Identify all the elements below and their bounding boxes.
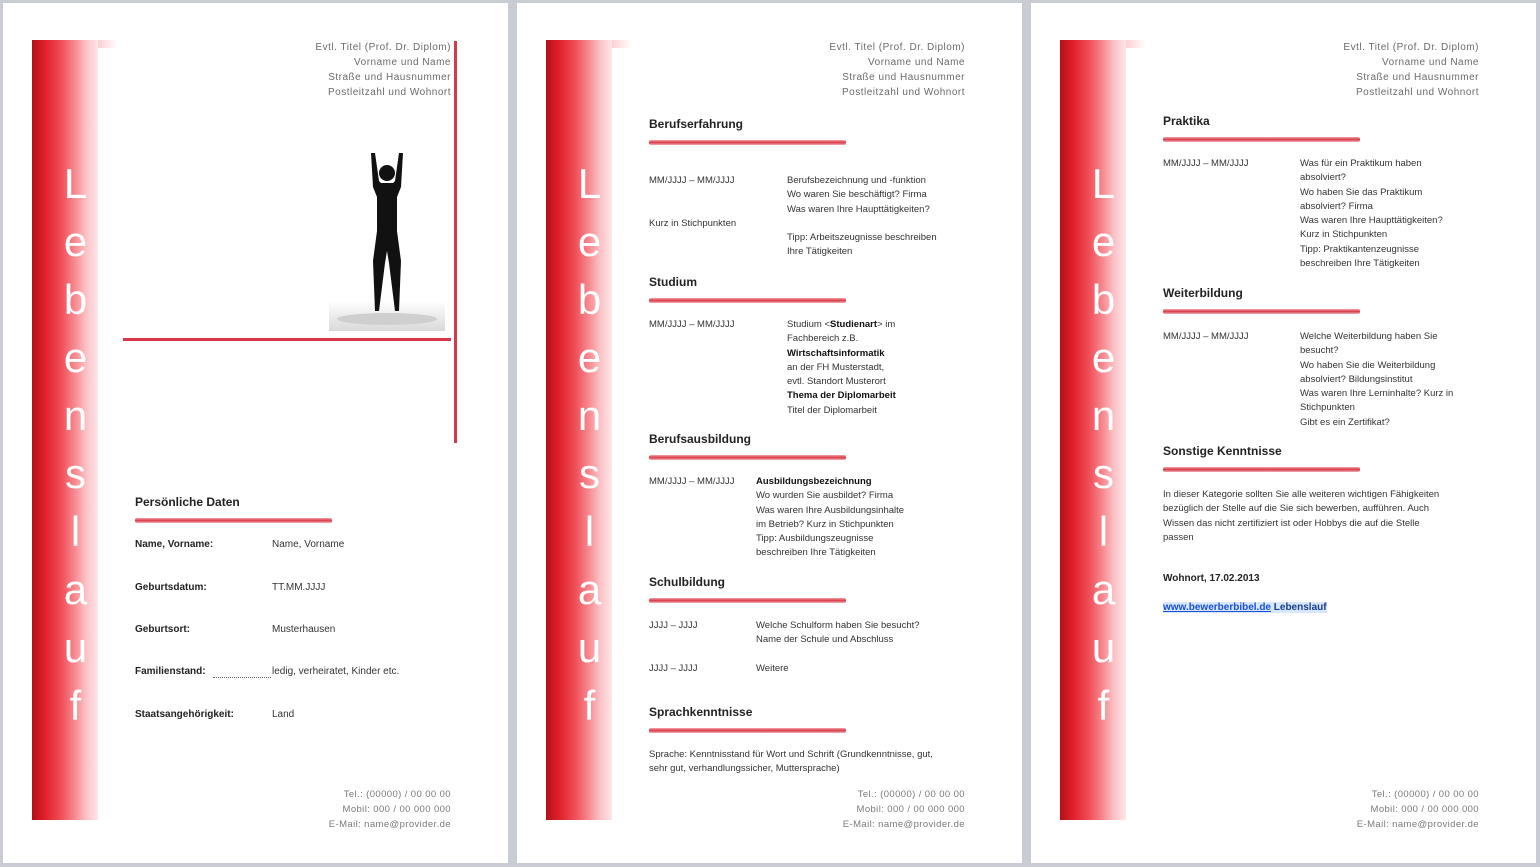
vertical-title-letter: u (577, 624, 602, 671)
other-skills-details (1163, 488, 1439, 545)
studies-line: evtl. Standort Musterort (787, 376, 886, 388)
vertical-title-letter: f (69, 682, 82, 729)
vocational-line: im Betrieb? Kurz in Stichpunkten (756, 518, 894, 530)
label-name: Name, Vorname: (135, 539, 214, 550)
training-line: Stichpunkten (1300, 402, 1355, 414)
languages-line: sehr gut, verhandlungssicher, Muttersprache) (649, 763, 840, 775)
vocational-line: Wo wurden Sie ausbildet? Firma (756, 490, 894, 502)
footer-tel: Tel.: (00000) / 00 00 00 (857, 789, 965, 800)
section-title-training: Weiterbildung (1163, 286, 1243, 300)
footer-mobile: Mobil: 000 / 00 000 000 (342, 804, 451, 815)
vertical-title-letter: s (1093, 450, 1114, 497)
studies-details (787, 318, 896, 418)
vertical-title-letter: L (1091, 160, 1116, 207)
value-name: Name, Vorname (272, 539, 345, 550)
vertical-title-letter: f (583, 682, 596, 729)
header-name-line: Vorname und Name (868, 57, 965, 68)
vertical-title (1081, 155, 1126, 735)
vertical-title-letter: L (577, 160, 602, 207)
vertical-title-letter: b (63, 276, 88, 323)
other-skills-line: passen (1163, 531, 1194, 543)
page-career (517, 3, 1022, 863)
vertical-title-letter: e (1091, 218, 1116, 265)
tip-line: Ihre Tätigkeiten (787, 246, 853, 258)
header-address (315, 40, 451, 100)
footer-contact (329, 787, 451, 832)
label-birthdate: Geburtsdatum: (135, 582, 207, 593)
page-personal-data (3, 3, 508, 863)
place-date: Wohnort, 17.02.2013 (1163, 573, 1260, 584)
footer-tel: Tel.: (00000) / 00 00 00 (1371, 789, 1479, 800)
studies-subject: Wirtschaftsinformatik (787, 347, 885, 359)
band-fade (612, 40, 632, 48)
footer-mobile: Mobil: 000 / 00 000 000 (1370, 804, 1479, 815)
other-skills-line: Wissen das nicht zertifiziert ist oder Hobbys die auf die Stelle (1163, 517, 1420, 529)
internships-line: Kurz in Stichpunkten (1300, 229, 1388, 241)
studies-line: Titel der Diplomarbeit (787, 404, 877, 416)
vocational-line: beschreiben Ihre Tätigkeiten (756, 547, 876, 559)
training-line: Was waren Ihre Lerninhalte? Kurz in (1300, 388, 1454, 400)
internships-line: absolviert? Firma (1300, 200, 1373, 212)
languages-line: Sprache: Kenntnisstand für Wort und Schrift (Grundkenntnisse, gut, (649, 749, 933, 760)
school-details-2: Weitere (756, 663, 789, 674)
vocational-head: Ausbildungsbezeichnung (756, 476, 872, 487)
vertical-title-letter: n (577, 392, 602, 439)
header-city-line: Postleitzahl und Wohnort (1356, 87, 1479, 98)
section-underline (1163, 309, 1360, 314)
source-line (1163, 602, 1327, 613)
band-fade (1126, 40, 1146, 48)
experience-details (787, 174, 930, 217)
header-city-line: Postleitzahl und Wohnort (842, 87, 965, 98)
studies-line: an der FH Musterstadt, (787, 361, 885, 373)
experience-line: Was waren Ihre Haupttätigkeiten? (787, 203, 930, 215)
dotted-leader (213, 677, 271, 678)
section-underline (1163, 137, 1360, 142)
vertical-title-letter: e (1091, 334, 1116, 381)
internships-line: Was für ein Praktikum haben (1300, 158, 1422, 169)
school-details-1 (756, 619, 920, 648)
vertical-title (567, 155, 612, 735)
vertical-title-letter: a (577, 566, 602, 613)
footer-email: E-Mail: name@provider.de (1356, 819, 1479, 830)
training-line: absolviert? Bildungsinstitut (1300, 373, 1413, 385)
other-skills-line: In dieser Kategorie sollten Sie alle weiteren wichtigen Fähigkeiten (1163, 489, 1440, 500)
section-title-internships: Praktika (1163, 114, 1210, 128)
experience-tip (787, 231, 937, 260)
vertical-title-letter: n (1091, 392, 1116, 439)
tip-line: Tipp: Arbeitszeugnisse beschreiben (787, 232, 937, 243)
person-silhouette-icon (329, 151, 445, 331)
vocational-line: Was waren Ihre Ausbildungsinhalte (756, 504, 905, 516)
section-title-personal: Persönliche Daten (135, 495, 240, 509)
section-title-experience: Berufserfahrung (649, 117, 744, 131)
experience-line: Wo waren Sie beschäftigt? Firma (787, 189, 927, 201)
header-street-line: Straße und Hausnummer (328, 72, 451, 83)
label-nationality: Staatsangehörigkeit: (135, 709, 234, 720)
experience-line: Berufsbezeichnung und -funktion (787, 175, 926, 186)
section-underline (649, 455, 846, 460)
internships-line: Wo haben Sie das Praktikum (1300, 186, 1423, 198)
footer-email: E-Mail: name@provider.de (328, 819, 451, 830)
languages-details (649, 748, 933, 777)
section-underline (649, 140, 846, 145)
section-title-languages: Sprachkenntnisse (649, 705, 753, 719)
section-title-vocational: Berufsausbildung (649, 432, 752, 446)
vocational-line: Tipp: Ausbildungszeugnisse (756, 533, 874, 545)
studies-date: MM/JJJJ – MM/JJJJ (649, 319, 735, 330)
page-further (1031, 3, 1536, 863)
header-street-line: Straße und Hausnummer (1356, 72, 1479, 83)
internships-line: absolviert? (1300, 172, 1346, 184)
vertical-title-letter: a (1091, 566, 1116, 613)
section-underline (649, 728, 846, 733)
studies-line: > im (877, 319, 896, 330)
internships-line: Tipp: Praktikantenzeugnisse (1300, 243, 1419, 255)
header-address (1343, 40, 1479, 100)
vertical-title-letter: l (70, 508, 81, 555)
vertical-title-letter: L (63, 160, 88, 207)
footer-tel: Tel.: (00000) / 00 00 00 (343, 789, 451, 800)
source-suffix: Lebenslauf (1271, 602, 1327, 613)
value-marital-status: ledig, verheiratet, Kinder etc. (272, 666, 400, 677)
internships-details (1300, 157, 1443, 271)
section-underline (649, 598, 846, 603)
vertical-title-letter: f (1097, 682, 1110, 729)
studies-thesis-label: Thema der Diplomarbeit (787, 390, 896, 402)
vertical-title-letter: a (63, 566, 88, 613)
school-line: Name der Schule und Abschluss (756, 634, 894, 646)
vertical-title-letter: e (63, 334, 88, 381)
vertical-title-letter: l (584, 508, 595, 555)
vertical-title-letter: u (63, 624, 88, 671)
training-line: Welche Weiterbildung haben Sie (1300, 331, 1438, 342)
other-skills-line: bezüglich der Stelle auf die Sie sich bewerben, aufführen. Auch (1163, 503, 1429, 515)
section-title-other-skills: Sonstige Kenntnisse (1163, 444, 1282, 458)
header-address (829, 40, 965, 100)
school-line: Welche Schulform haben Sie besucht? (756, 620, 920, 631)
section-title-school: Schulbildung (649, 575, 725, 589)
section-underline (1163, 467, 1360, 472)
experience-note: Kurz in Stichpunkten (649, 218, 737, 229)
label-birthplace: Geburtsort: (135, 624, 190, 635)
section-underline (649, 298, 846, 303)
studies-line: Fachbereich z.B. (787, 333, 859, 345)
band-fade (98, 40, 118, 48)
label-marital-status: Familienstand: (135, 666, 206, 677)
studies-line: Studium < (787, 319, 831, 330)
footer-email: E-Mail: name@provider.de (842, 819, 965, 830)
internships-date: MM/JJJJ – MM/JJJJ (1163, 158, 1249, 169)
vocational-date: MM/JJJJ – MM/JJJJ (649, 476, 735, 487)
header-title-line: Evtl. Titel (Prof. Dr. Diplom) (315, 42, 451, 53)
training-date: MM/JJJJ – MM/JJJJ (1163, 331, 1249, 342)
vertical-title-letter: n (63, 392, 88, 439)
internships-line: Was waren Ihre Haupttätigkeiten? (1300, 215, 1443, 227)
school-date-1: JJJJ – JJJJ (649, 620, 698, 631)
source-link[interactable]: www.bewerberbibel.de (1163, 602, 1271, 613)
value-birthplace: Musterhausen (272, 624, 336, 635)
header-name-line: Vorname und Name (1382, 57, 1479, 68)
vertical-rule (454, 41, 457, 443)
training-line: besucht? (1300, 345, 1339, 357)
vertical-title-letter: b (577, 276, 602, 323)
vertical-title-letter: e (577, 218, 602, 265)
vocational-details (756, 475, 904, 561)
internships-line: beschreiben Ihre Tätigkeiten (1300, 258, 1420, 270)
vertical-title-letter: b (1091, 276, 1116, 323)
vertical-title-letter: e (577, 334, 602, 381)
header-name-line: Vorname und Name (354, 57, 451, 68)
studies-type: Studienart (830, 319, 878, 330)
vertical-title-letter: l (1098, 508, 1109, 555)
vertical-title (53, 155, 98, 735)
value-birthdate: TT.MM.JJJJ (272, 582, 326, 593)
vertical-title-letter: e (63, 218, 88, 265)
footer-contact (843, 787, 965, 832)
vertical-title-letter: u (1091, 624, 1116, 671)
training-line: Gibt es ein Zertifikat? (1300, 416, 1390, 428)
horizontal-rule (123, 338, 451, 341)
footer-mobile: Mobil: 000 / 00 000 000 (856, 804, 965, 815)
training-line: Wo haben Sie die Weiterbildung (1300, 359, 1436, 371)
footer-contact (1357, 787, 1479, 832)
vertical-title-letter: s (65, 450, 86, 497)
training-details (1300, 330, 1453, 430)
header-city-line: Postleitzahl und Wohnort (328, 87, 451, 98)
header-title-line: Evtl. Titel (Prof. Dr. Diplom) (829, 42, 965, 53)
section-underline (135, 518, 332, 523)
section-title-studies: Studium (649, 275, 697, 289)
school-date-2: JJJJ – JJJJ (649, 663, 698, 674)
vertical-title-letter: s (579, 450, 600, 497)
header-title-line: Evtl. Titel (Prof. Dr. Diplom) (1343, 42, 1479, 53)
experience-date: MM/JJJJ – MM/JJJJ (649, 175, 735, 186)
value-nationality: Land (272, 709, 295, 720)
header-street-line: Straße und Hausnummer (842, 72, 965, 83)
